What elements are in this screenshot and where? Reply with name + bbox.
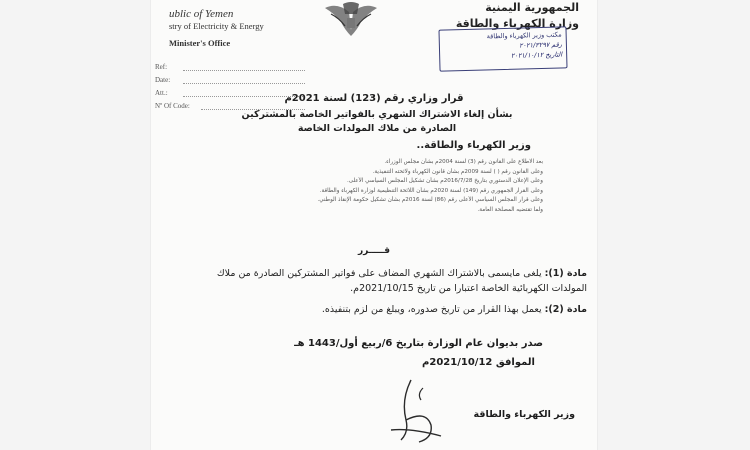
decree-title: قرار وزاري رقم (123) لسنة 2021م: [284, 93, 464, 104]
preamble-item: وعلى القرار الجمهوري رقم (149) لسنة 2020م بشأن اللائحة التنظيمية لوزارة الكهرباء والطاقة.: [319, 187, 543, 194]
incoming-stamp: [438, 26, 567, 71]
ref-field-row: [155, 58, 305, 71]
yemen-emblem-icon: [319, 0, 383, 40]
ref-label: Ref:: [155, 63, 168, 71]
date-label: Date:: [155, 76, 171, 84]
preamble-item: وعلى القانون رقم ( ) لسنة 2009م بشأن قانون الكهرباء ولائحته التنفيذية.: [372, 168, 543, 175]
date-field-row: [155, 71, 305, 84]
en-state: ublic of Yemen: [169, 8, 234, 20]
article-1-label: مادة (1):: [544, 268, 587, 279]
preamble-item: وعلى قرار المجلس السياسي الأعلى رقم (86) لسنة 2016م بشأن تشكيل حكومة الإنقاذ الوطني.: [317, 197, 543, 204]
english-letterhead: [169, 8, 319, 48]
preamble-list: [243, 158, 543, 216]
att-label: Att.:: [155, 89, 168, 97]
article-2: [161, 302, 587, 317]
preamble-item: وعلى الإعلان الدستوري بتاريخ 2016/7/28م بشأن تشكيل المجلس السياسي الأعلى.: [347, 178, 543, 185]
decree-document: [151, 0, 597, 450]
decree-subject-line-2: الصادرة من ملاك المولدات الخاصة: [297, 123, 457, 134]
stamp-line-1: مكتب وزير الكهرباء والطاقة: [486, 30, 562, 41]
article-1-text-2: المولدات الكهربائية الخاصة اعتبارا من تاريخ 2021/10/15م.: [350, 283, 587, 294]
stamp-line-2: رقم ٢٠٢١/٣٢٩٧: [519, 40, 563, 50]
signatory-title: وزير الكهرباء والطاقة: [473, 409, 575, 420]
en-ministry: stry of Electricity & Energy: [169, 21, 264, 31]
issuance-block: [263, 334, 543, 372]
code-label: Nº Of Code:: [155, 102, 190, 110]
article-2-label: مادة (2):: [544, 304, 587, 315]
article-1: [161, 266, 587, 296]
article-1-text-1: يلغى مايسمى بالاشتراك الشهري المضاف على فواتير المشتركين الصادرة من ملاك: [216, 268, 542, 279]
decree-subject-line-1: بشأن إلغاء الاشتراك الشهري بالفواتير الخاصة بالمشتركين: [241, 109, 513, 120]
ar-ministry: وزارة الكهرباء والطاقة: [455, 17, 579, 30]
stamp-line-3: التاريخ ٢٠٢١/١٠/١٢: [510, 50, 563, 60]
ar-state: الجمهورية اليمنية: [485, 1, 579, 14]
preamble-item: ولما تقتضيه المصلحة العامة.: [477, 206, 543, 213]
decides-heading: قـــــرر: [357, 246, 391, 256]
corresponding-date: الموافق 2021/10/12م: [422, 357, 535, 368]
en-office: Minister's Office: [169, 38, 231, 48]
issued-line: صدر بديوان عام الوزارة بتاريخ 6/ربيع أول/1443 هـ: [294, 338, 543, 349]
issuer-heading: وزير الكهرباء والطاقة..: [416, 140, 531, 151]
decree-subject: [207, 108, 547, 136]
preamble-item: بعد الاطلاع على القانون رقم (3) لسنة 2004م بشأن مجلس الوزراء.: [384, 159, 543, 165]
article-2-text: يعمل بهذا القرار من تاريخ صدوره، ويبلغ من لزم بتنفيذه.: [321, 304, 542, 315]
